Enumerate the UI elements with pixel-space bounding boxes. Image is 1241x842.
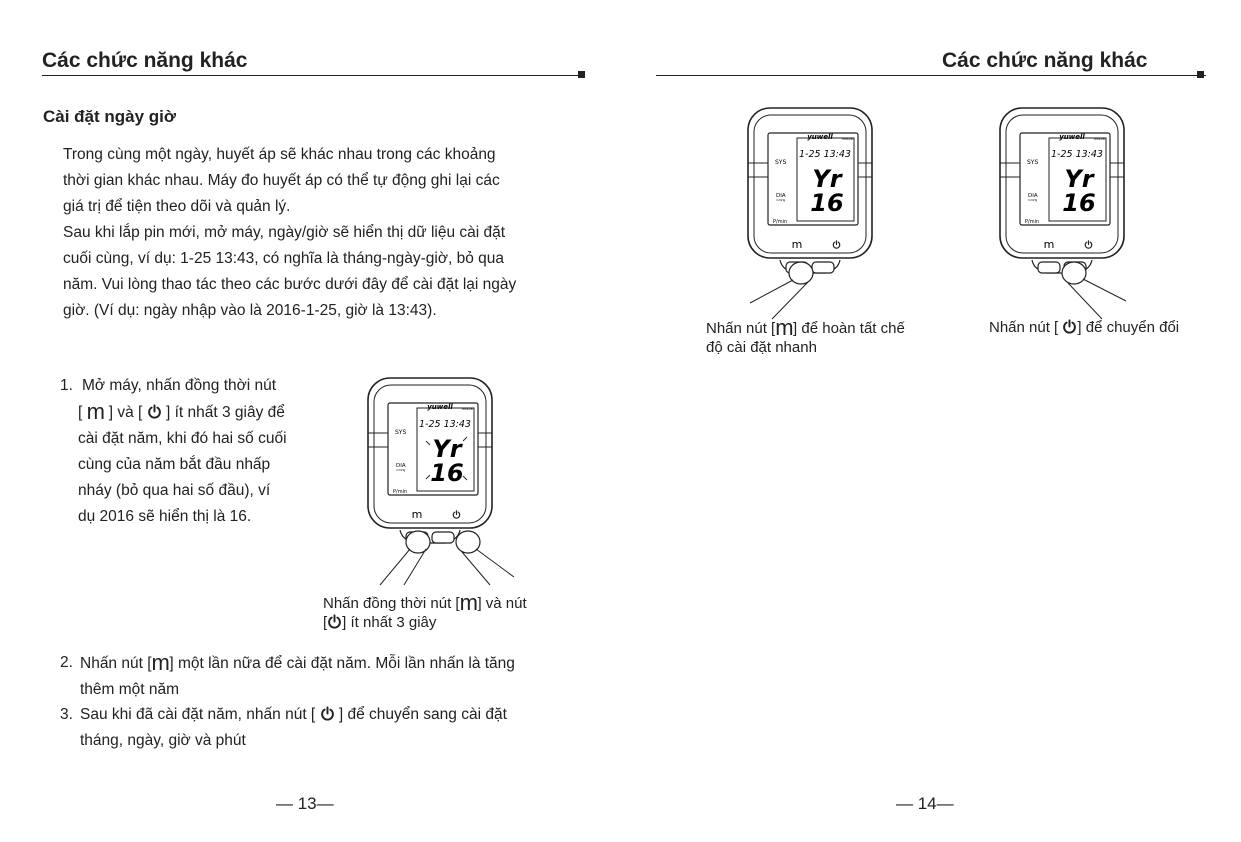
year-mode-indicator: Yr <box>1064 165 1094 193</box>
page-number: — 14— <box>896 794 954 813</box>
figure-caption: Nhấn đồng thời nút [m] và nút [ ] ít nhất 3 giây <box>323 590 527 631</box>
section-header-title: Các chức năng khác <box>942 49 1148 72</box>
sys-label: SYS <box>1027 159 1039 166</box>
m-key-label: m <box>791 238 803 251</box>
dia-unit: mmHg <box>396 468 406 472</box>
m-button-glyph: m <box>151 650 170 675</box>
intro-line: giá trị để tiện theo dõi và quản lý. <box>63 198 291 215</box>
date-time-readout: 1-25 13:43 <box>419 419 471 430</box>
step-line: dụ 2016 sẽ hiển thị là 16. <box>78 508 252 525</box>
figure-caption: Nhấn nút [m] để hoàn tất chế độ cài đặt nhanh <box>706 315 905 356</box>
step-line: [ m ] và [ ] ít nhất 3 giây để <box>78 399 285 424</box>
intro-line: cuối cùng, ví dụ: 1-25 13:43, có nghĩa là tháng-ngày-giờ, bỏ qua <box>63 250 505 267</box>
m-key-label: m <box>411 508 423 521</box>
step-line: Mở máy, nhấn đồng thời nút <box>82 377 277 394</box>
intro-line: giờ. (Ví dụ: ngày nhập vào là 2016-1-25, giờ là 13:43). <box>63 302 437 319</box>
intro-line: Trong cùng một ngày, huyết áp sẽ khác nhau trong các khoảng <box>63 146 496 163</box>
step-1 <box>60 373 330 530</box>
m-button-glyph: m <box>459 590 478 615</box>
step-line: Sau khi đã cài đặt năm, nhấn nút [ ] để chuyển sang cài đặt <box>80 706 507 723</box>
year-mode-indicator: Yr <box>432 435 462 463</box>
intro-line: thời gian khác nhau. Máy đo huyết áp có thể tự động ghi lại các <box>63 172 500 189</box>
power-icon <box>147 404 162 419</box>
device-illustration <box>330 375 530 590</box>
model-label: YE660B <box>841 137 853 141</box>
year-value-readout: 16 <box>810 189 844 217</box>
device-illustration <box>962 105 1162 320</box>
finger <box>1062 262 1086 284</box>
header-rule <box>656 75 1206 76</box>
year-value-readout: 16 <box>430 459 464 487</box>
figure-caption: Nhấn nút [ ] để chuyển đổi <box>989 319 1180 336</box>
header-square-marker <box>1197 71 1204 78</box>
step-number: 2. <box>60 654 73 671</box>
step-line: cùng của năm bắt đầu nhấp <box>78 456 271 473</box>
power-icon <box>320 706 335 721</box>
header-square-marker <box>578 71 585 78</box>
year-mode-indicator: Yr <box>812 165 842 193</box>
date-time-readout: 1-25 13:43 <box>799 149 851 160</box>
device-illustration <box>710 105 910 320</box>
brand-logo: yuwell <box>807 133 833 141</box>
brand-logo: yuwell <box>427 403 453 411</box>
brand-logo: yuwell <box>1059 133 1085 141</box>
step-2 <box>60 650 590 703</box>
intro-line: Sau khi lắp pin mới, mở máy, ngày/giờ sẽ hiển thị dữ liệu cài đặt <box>63 224 506 241</box>
step-number: 1. <box>60 377 73 394</box>
power-icon <box>1062 319 1077 334</box>
date-time-readout: 1-25 13:43 <box>1051 149 1103 160</box>
m-key-label: m <box>1043 238 1055 251</box>
step-line: cài đặt năm, khi đó hai số cuối <box>78 430 287 447</box>
pulse-label: P/min <box>773 219 788 225</box>
step-line: Nhấn nút [m] một lần nữa để cài đặt năm. Mỗi lần nhấn là tăng <box>80 650 515 675</box>
step-line: nháy (bỏ qua hai số đầu), ví <box>78 482 271 499</box>
step-line: thêm một năm <box>80 681 180 698</box>
pulse-label: P/min <box>1025 219 1040 225</box>
step-line: tháng, ngày, giờ và phút <box>80 732 246 749</box>
intro-line: năm. Vui lòng thao tác theo các bước dưới đây để cài đặt lại ngày <box>63 276 517 293</box>
right-page <box>620 0 1241 842</box>
model-label: YE660B <box>1093 137 1105 141</box>
section-header-title: Các chức năng khác <box>42 49 248 72</box>
header-rule <box>42 75 582 76</box>
dia-label: DIA <box>396 463 406 469</box>
m-button-glyph: m <box>775 315 794 340</box>
page-number: — 13— <box>276 794 334 813</box>
left-page <box>0 0 620 842</box>
dia-label: DIA <box>1028 193 1038 199</box>
year-value-readout: 16 <box>1062 189 1096 217</box>
model-label: YE660B <box>461 407 473 411</box>
m-button-glyph: m <box>86 399 105 424</box>
subsection-title: Cài đặt ngày giờ <box>43 107 176 126</box>
dia-unit: mmHg <box>776 198 786 202</box>
sys-label: SYS <box>395 429 407 436</box>
intro-paragraph <box>63 142 585 324</box>
step-number: 3. <box>60 706 73 723</box>
pulse-label: P/min <box>393 489 408 495</box>
power-icon <box>327 614 342 629</box>
dia-unit: mmHg <box>1028 198 1038 202</box>
dia-label: DIA <box>776 193 786 199</box>
step-3 <box>60 702 590 754</box>
sys-label: SYS <box>775 159 787 166</box>
